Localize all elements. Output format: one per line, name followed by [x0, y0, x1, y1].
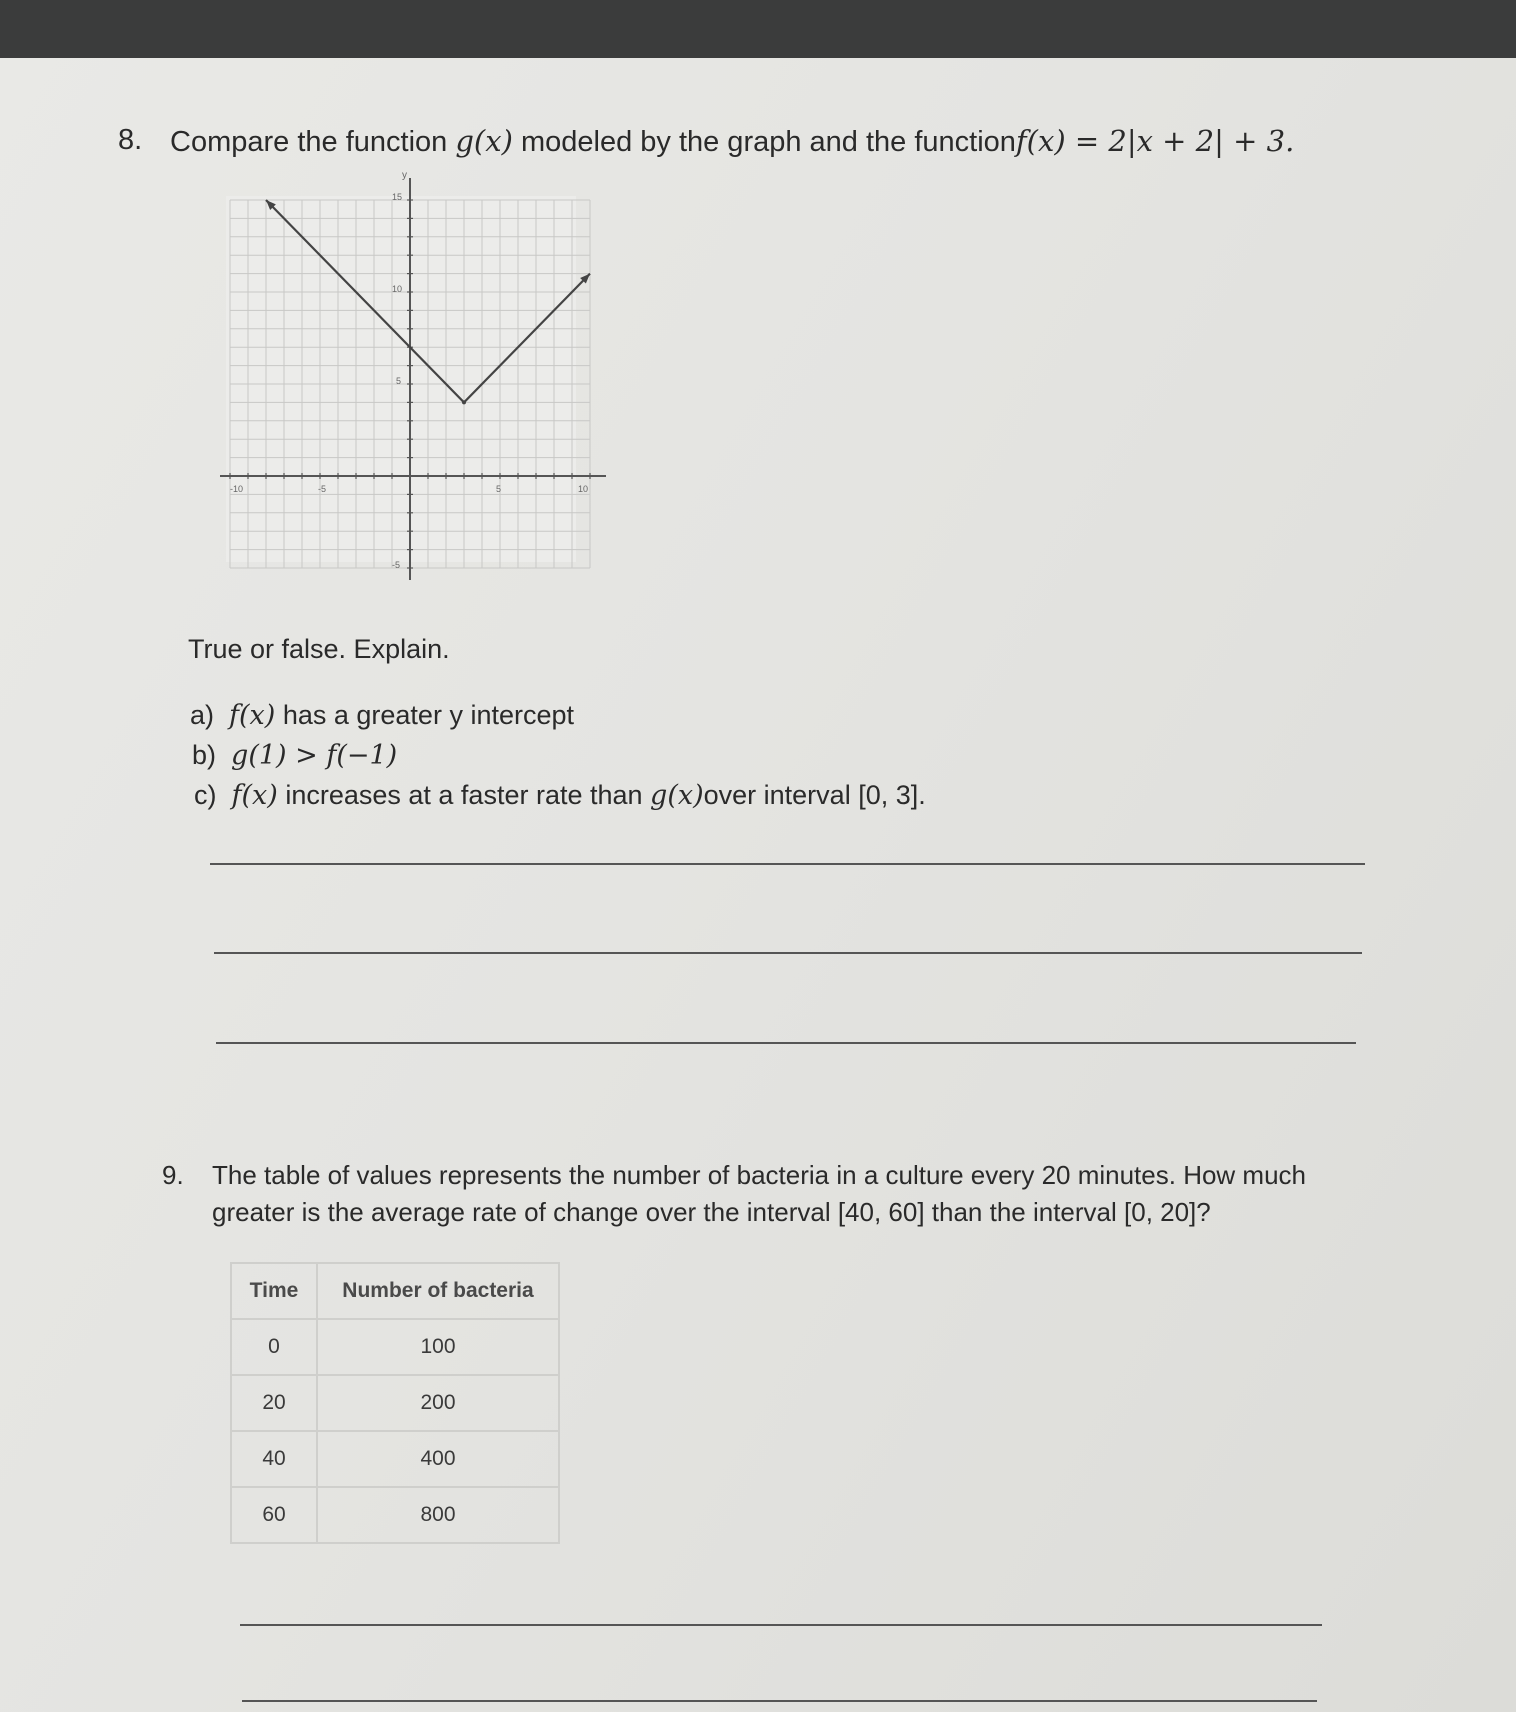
bacteria-cell: 200	[317, 1375, 559, 1431]
y-tick-label-neg5: -5	[392, 560, 401, 570]
y-axis-label: y	[402, 170, 407, 181]
q8-answer-line-2[interactable]	[214, 952, 1362, 954]
y-tick-label-5: 5	[396, 376, 402, 386]
bacteria-cell: 800	[317, 1487, 559, 1543]
table-row	[231, 1487, 559, 1543]
part-a-math: f(x)	[229, 700, 276, 731]
q8-g-notation: g(x)	[455, 124, 513, 158]
bacteria-cell: 400	[317, 1431, 559, 1487]
question-8-prompt	[170, 124, 1294, 159]
part-a-text: has a greater y intercept	[282, 700, 575, 730]
q8-prompt-mid: modeled by the graph and the function	[520, 126, 1016, 158]
g-vertex	[462, 400, 466, 404]
part-c-text-2: over interval [0, 3].	[703, 780, 926, 810]
time-cell: 60	[231, 1487, 317, 1543]
time-cell: 0	[231, 1319, 317, 1375]
part-c-math-f: f(x)	[231, 780, 278, 811]
table-row	[231, 1431, 559, 1487]
time-cell: 20	[231, 1375, 317, 1431]
x-tick-label-5: 5	[496, 484, 502, 494]
part-b-label: b)	[192, 740, 217, 770]
g-of-x-graph	[216, 170, 616, 590]
q8-f-definition: f(x) = 2|x + 2| + 3.	[1015, 124, 1295, 158]
question-8-number: 8.	[118, 124, 143, 156]
table-header-row	[231, 1263, 559, 1319]
question-9-line-2: greater is the average rate of change over the interval [40, 60] than the interval [0, 20]?	[212, 1197, 1211, 1227]
y-tick-label-10: 10	[392, 284, 403, 294]
part-c-math-g: g(x)	[650, 780, 704, 811]
q8-answer-line-1[interactable]	[210, 863, 1365, 865]
time-cell: 40	[231, 1431, 317, 1487]
x-tick-label-10: 10	[578, 484, 589, 494]
q8-prompt-start: Compare the function	[170, 126, 448, 158]
q8-answer-line-3[interactable]	[216, 1042, 1356, 1044]
part-b-math: g(1) > f(−1)	[231, 740, 398, 771]
q8-instruction: True or false. Explain.	[188, 634, 450, 664]
q9-answer-line-2[interactable]	[242, 1700, 1317, 1702]
question-9-line-1: The table of values represents the number of bacteria in a culture every 20 minutes. How much	[212, 1160, 1307, 1190]
q8-part-b	[192, 740, 397, 771]
q8-part-c	[194, 780, 926, 811]
q8-part-a	[190, 700, 574, 731]
header-number-of-bacteria: Number of bacteria	[317, 1263, 559, 1319]
table-row	[231, 1375, 559, 1431]
part-a-label: a)	[190, 700, 215, 730]
q9-answer-line-1[interactable]	[240, 1624, 1322, 1626]
screen-bezel	[0, 0, 1516, 58]
table-row	[231, 1319, 559, 1375]
bacteria-cell: 100	[317, 1319, 559, 1375]
x-tick-label-neg10: -10	[230, 484, 244, 494]
x-tick-label-neg5: -5	[318, 484, 327, 494]
part-c-text-1: increases at a faster rate than	[285, 780, 643, 810]
part-c-label: c)	[194, 780, 217, 810]
question-9-number: 9.	[162, 1160, 184, 1190]
y-tick-label-15: 15	[392, 192, 403, 202]
bacteria-table	[230, 1262, 560, 1544]
header-time: Time	[231, 1263, 317, 1319]
